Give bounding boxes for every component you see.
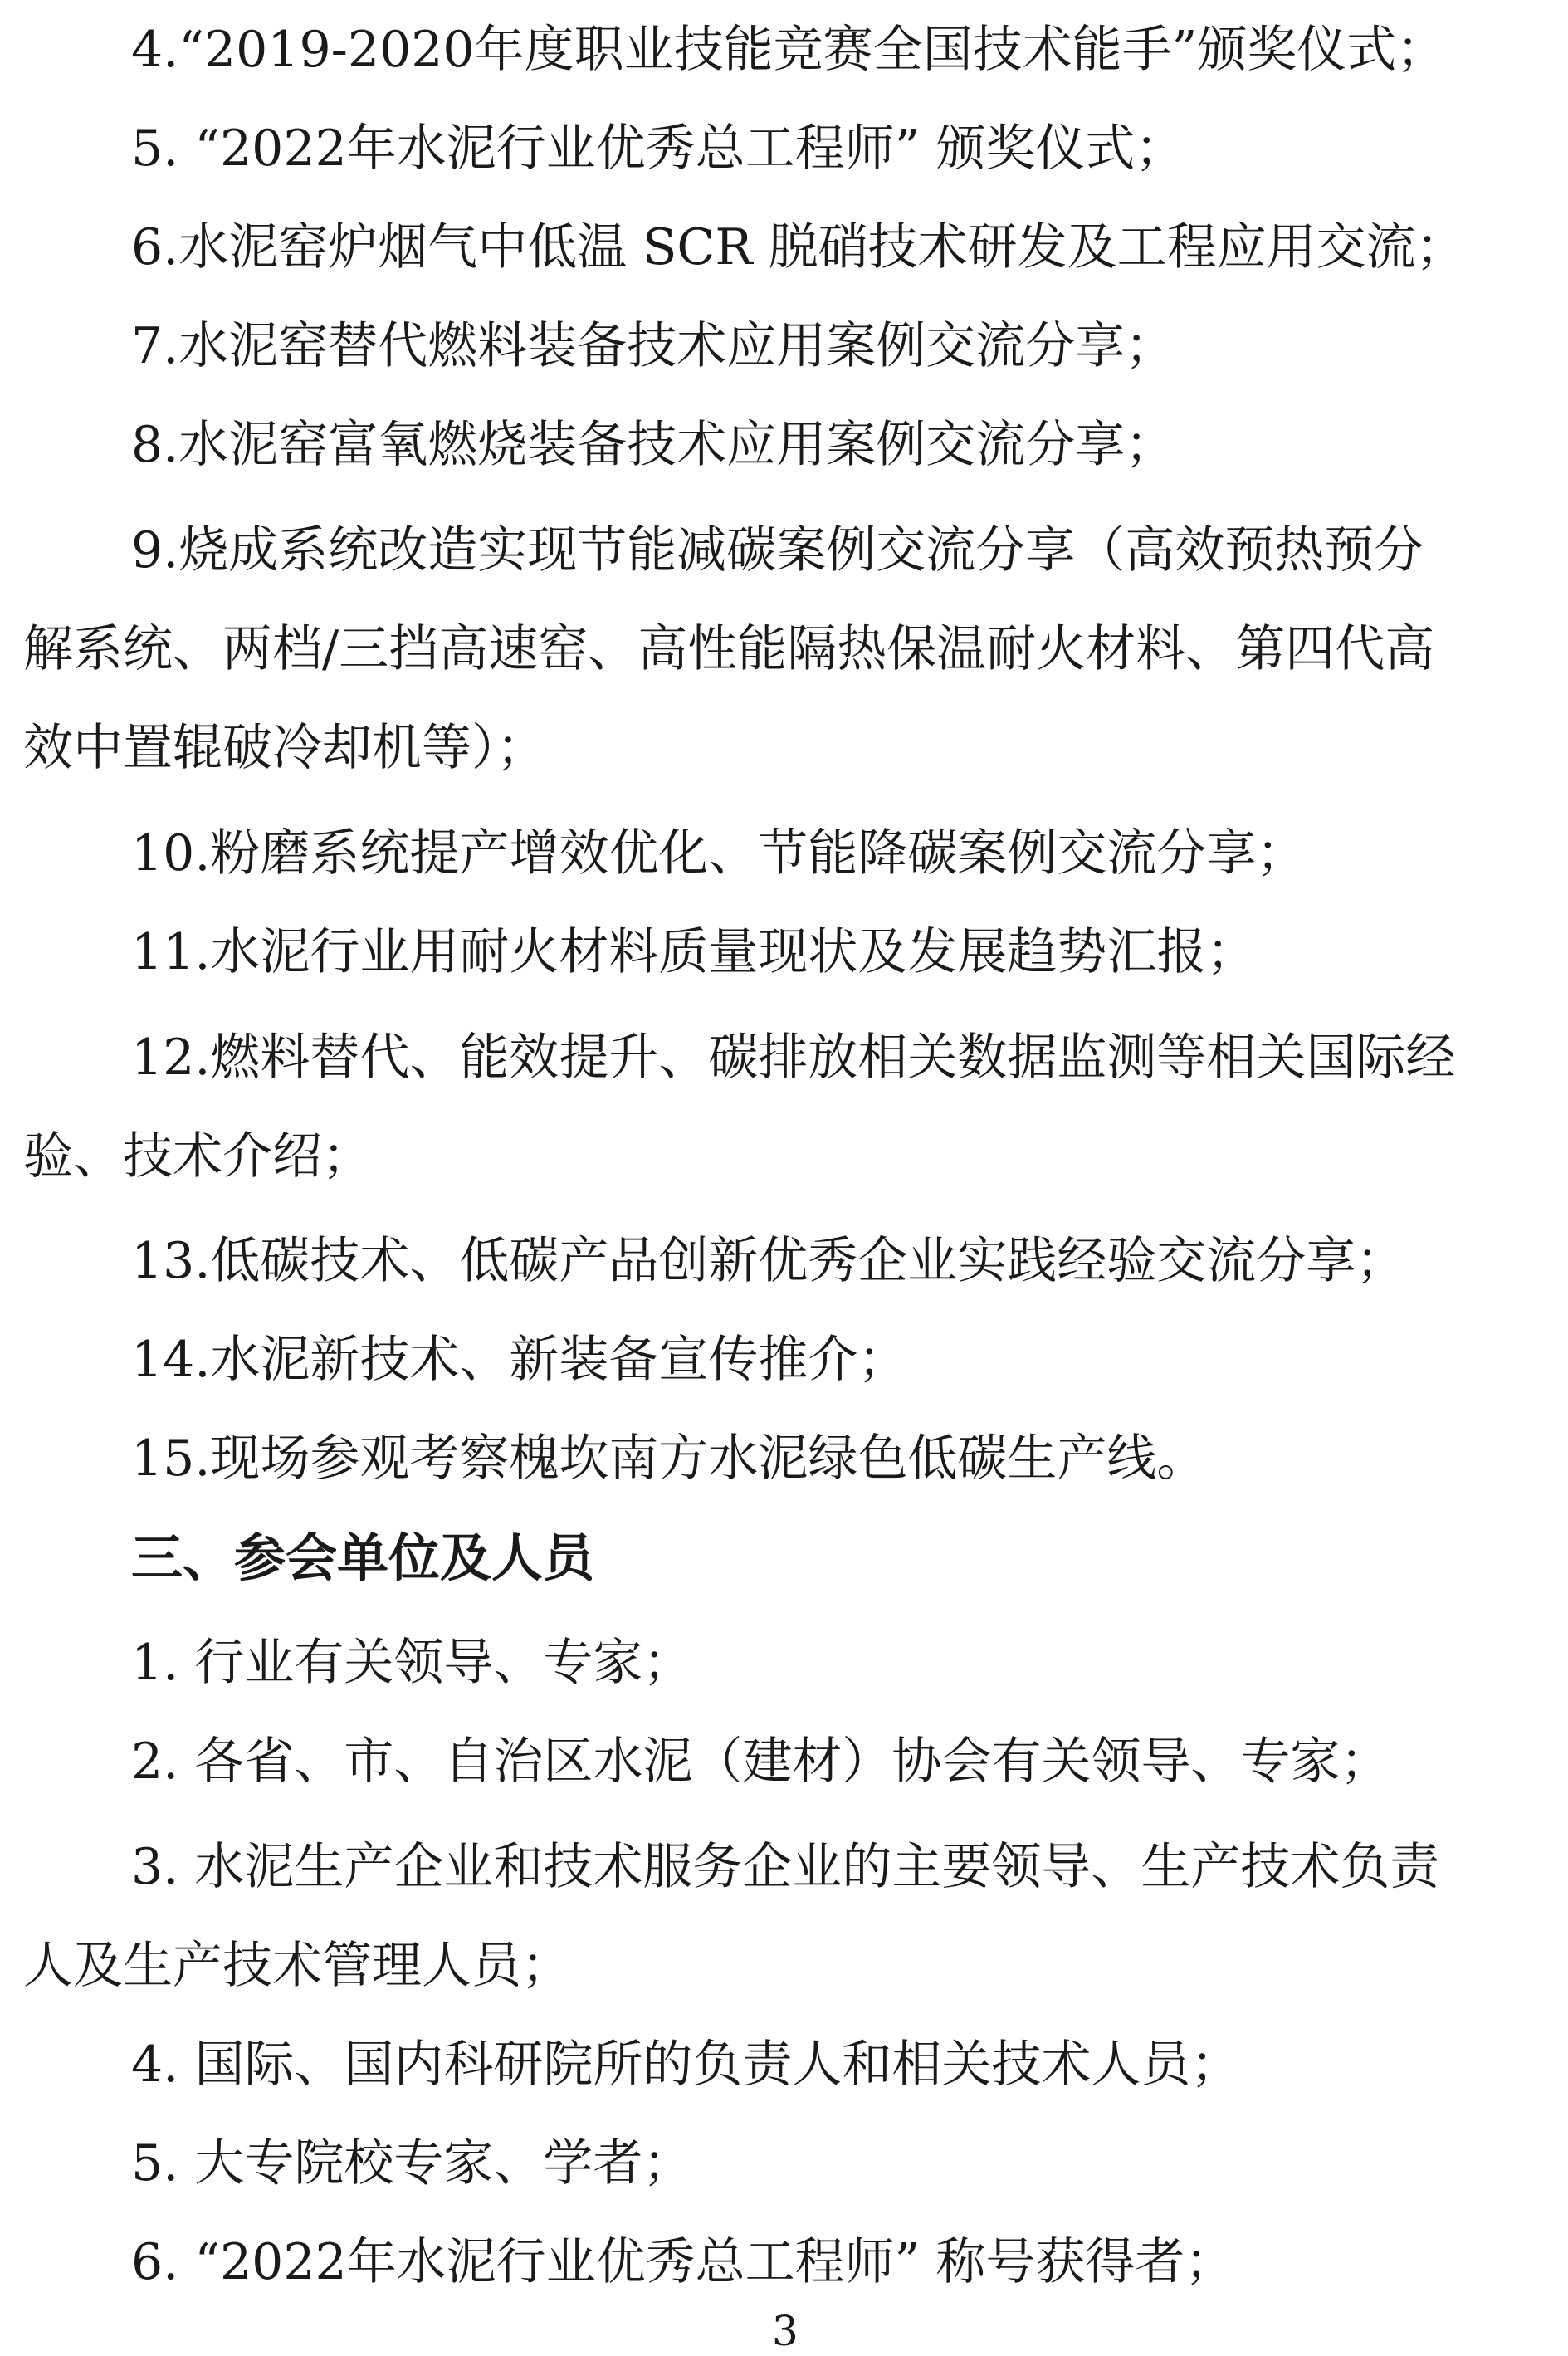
agenda-item-9-cont-2: 效中置辊破冷却机等）； [23, 719, 546, 777]
agenda-item-12: 12.燃料替代、能效提升、碳排放相关数据监测等相关国际经 [131, 1029, 1456, 1087]
agenda-item-6: 6.水泥窑炉烟气中低温 SCR 脱硝技术研发及工程应用交流； [131, 218, 1466, 276]
agenda-item-14: 14.水泥新技术、新装备宣传推介； [131, 1331, 908, 1389]
agenda-item-4: 4.“2019-2020年度职业技能竞赛全国技术能手”颁奖仪式； [131, 21, 1447, 79]
agenda-item-8: 8.水泥窑富氧燃烧装备技术应用案例交流分享； [131, 416, 1175, 474]
attendee-item-6: 6. “2022年水泥行业优秀总工程师” 称号获得者； [131, 2233, 1235, 2291]
agenda-item-11: 11.水泥行业用耐火材料质量现状及发展趋势汇报； [131, 923, 1257, 981]
agenda-item-5: 5. “2022年水泥行业优秀总工程师” 颁奖仪式； [131, 120, 1185, 178]
agenda-item-7: 7.水泥窑替代燃料装备技术应用案例交流分享； [131, 317, 1175, 375]
page-number: 3 [772, 2307, 799, 2355]
agenda-item-10: 10.粉磨系统提产增效优化、节能降碳案例交流分享； [131, 824, 1307, 882]
attendee-item-4: 4. 国际、国内科研院所的负责人和相关技术人员； [131, 2036, 1241, 2094]
section-heading-attendees: 三、参会单位及人员 [131, 1527, 595, 1588]
attendee-item-3-cont: 人及生产技术管理人员； [23, 1937, 571, 1995]
attendee-item-1: 1. 行业有关领导、专家； [131, 1634, 693, 1692]
agenda-item-12-cont: 验、技术介绍； [23, 1127, 372, 1185]
agenda-item-9: 9.烧成系统改造实现节能减碳案例交流分享（高效预热预分 [131, 521, 1424, 579]
agenda-item-9-cont-1: 解系统、两档/三挡高速窑、高性能隔热保温耐火材料、第四代高 [23, 620, 1435, 678]
agenda-item-15: 15.现场参观考察槐坎南方水泥绿色低碳生产线。 [131, 1430, 1207, 1488]
attendee-item-3: 3. 水泥生产企业和技术服务企业的主要领导、生产技术负责 [131, 1838, 1440, 1896]
agenda-item-13: 13.低碳技术、低碳产品创新优秀企业实践经验交流分享； [131, 1232, 1406, 1290]
attendee-item-2: 2. 各省、市、自治区水泥（建材）协会有关领导、专家； [131, 1733, 1390, 1791]
attendee-item-5: 5. 大专院校专家、学者； [131, 2134, 693, 2192]
